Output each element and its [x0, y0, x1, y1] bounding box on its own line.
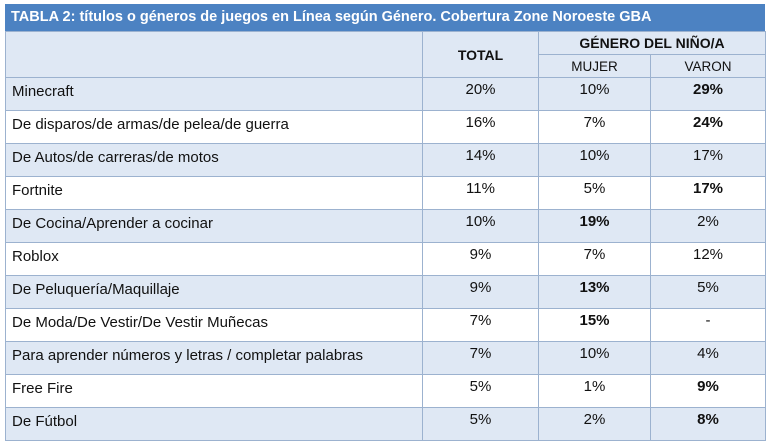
cell-total: 11%	[423, 177, 539, 210]
cell-varon: 2%	[651, 210, 766, 243]
cell-varon: 12%	[651, 243, 766, 276]
cell-total: 20%	[423, 78, 539, 111]
cell-total: 16%	[423, 111, 539, 144]
table-body	[6, 78, 766, 441]
row-label: Fortnite	[6, 177, 423, 210]
row-label: De Fútbol	[6, 408, 423, 441]
row-label: Free Fire	[6, 375, 423, 408]
table-row	[6, 375, 766, 408]
table-row	[6, 309, 766, 342]
header-gender-group: GÉNERO DEL NIÑO/A	[539, 32, 766, 55]
cell-mujer: 19%	[539, 210, 651, 243]
table-row	[6, 408, 766, 441]
header-empty-cell	[6, 32, 423, 78]
cell-mujer: 5%	[539, 177, 651, 210]
cell-total: 14%	[423, 144, 539, 177]
table-row	[6, 243, 766, 276]
table-row	[6, 111, 766, 144]
cell-varon: 4%	[651, 342, 766, 375]
row-label: De Moda/De Vestir/De Vestir Muñecas	[6, 309, 423, 342]
cell-total: 5%	[423, 408, 539, 441]
table-row	[6, 342, 766, 375]
table-row	[6, 144, 766, 177]
cell-mujer: 7%	[539, 111, 651, 144]
row-label: Minecraft	[6, 78, 423, 111]
data-table	[5, 31, 766, 441]
cell-varon: 8%	[651, 408, 766, 441]
header-row	[6, 32, 766, 55]
cell-varon: 9%	[651, 375, 766, 408]
cell-total: 9%	[423, 276, 539, 309]
cell-varon: -	[651, 309, 766, 342]
table-row	[6, 210, 766, 243]
cell-total: 7%	[423, 309, 539, 342]
row-label: De Cocina/Aprender a cocinar	[6, 210, 423, 243]
row-label: De Autos/de carreras/de motos	[6, 144, 423, 177]
cell-mujer: 15%	[539, 309, 651, 342]
cell-total: 5%	[423, 375, 539, 408]
cell-mujer: 10%	[539, 144, 651, 177]
header-mujer: MUJER	[539, 55, 651, 78]
row-label: De Peluquería/Maquillaje	[6, 276, 423, 309]
cell-total: 9%	[423, 243, 539, 276]
cell-total: 10%	[423, 210, 539, 243]
row-label: Para aprender números y letras / completar palabras	[6, 342, 423, 375]
cell-varon: 29%	[651, 78, 766, 111]
table-row	[6, 177, 766, 210]
header-total: TOTAL	[423, 32, 539, 78]
cell-varon: 17%	[651, 177, 766, 210]
cell-mujer: 7%	[539, 243, 651, 276]
row-label: De disparos/de armas/de pelea/de guerra	[6, 111, 423, 144]
row-label: Roblox	[6, 243, 423, 276]
table-title: TABLA 2: títulos o géneros de juegos en Línea según Género. Cobertura Zone Noroeste GBA	[5, 4, 765, 31]
cell-varon: 5%	[651, 276, 766, 309]
cell-mujer: 2%	[539, 408, 651, 441]
cell-mujer: 10%	[539, 342, 651, 375]
table-row	[6, 276, 766, 309]
cell-mujer: 1%	[539, 375, 651, 408]
cell-mujer: 13%	[539, 276, 651, 309]
header-varon: VARON	[651, 55, 766, 78]
cell-total: 7%	[423, 342, 539, 375]
cell-varon: 24%	[651, 111, 766, 144]
table-row	[6, 78, 766, 111]
cell-mujer: 10%	[539, 78, 651, 111]
cell-varon: 17%	[651, 144, 766, 177]
